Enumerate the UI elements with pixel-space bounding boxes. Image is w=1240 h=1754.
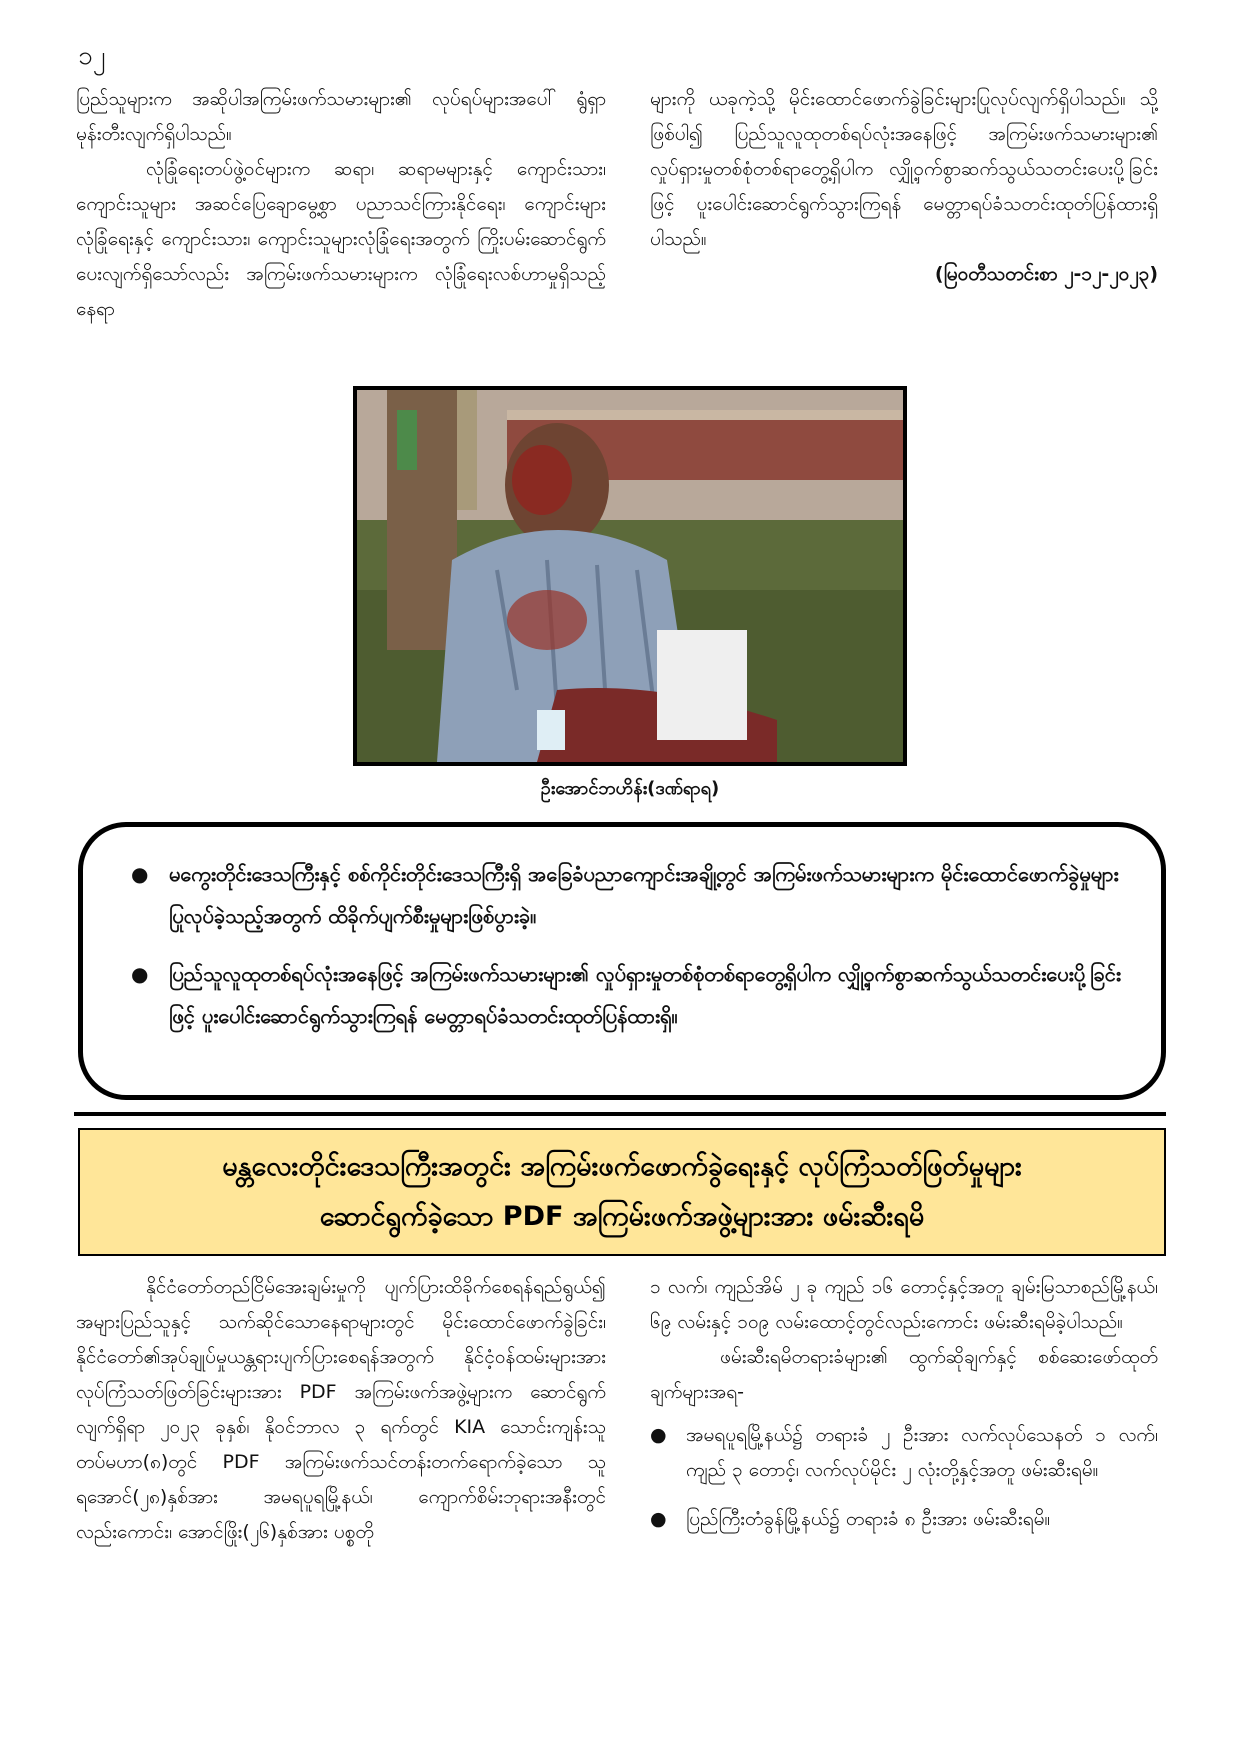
summary-item <box>131 953 1127 1037</box>
paragraph: ပြည်သူများက အဆိုပါအကြမ်းဖက်သမားများ၏ လုပ်ရပ်များအပေါ် ရွံရှာမုန်းတီးလျက်ရှိပါသည်။ <box>76 88 606 145</box>
summary-text: မကွေးတိုင်းဒေသကြီးနှင့် စစ်ကိုင်းတိုင်းဒေသကြီးရှိ အခြေခံပညာကျောင်းအချို့တွင် အကြမ်းဖက်သမားများက မိုင်းထောင်ဖောက်ခွဲမှုများ ပြုလုပ်ခဲ့သည့်အတွက် ထိခိုက်ပျက်စီးမှုများဖြစ်ပွားခဲ့။ <box>169 862 1119 928</box>
article-column-top-right <box>650 82 1158 292</box>
paragraph: ဖမ်းဆီးရမိတရားခံများ၏ ထွက်ဆိုချက်နှင့် စစ်ဆေးဖော်ထုတ်ချက်များအရ- <box>650 1346 1158 1403</box>
findings-list <box>650 1418 1158 1537</box>
list-item <box>650 1502 1158 1537</box>
summary-text: ပြည်သူလူထုတစ်ရပ်လုံးအနေဖြင့် အကြမ်းဖက်သမားများ၏ လှုပ်ရှားမှုတစ်စုံတစ်ရာတွေ့ရှိပါက လျှို့ဝှက်စွာဆက်သွယ်သတင်းပေးပို့ခြင်းဖြင့် ပူးပေါင်းဆောင်ရွက်သွားကြရန် မေတ္တာရပ်ခံသတင်းထုတ်ပြန်ထားရှိ။ <box>169 962 1121 1028</box>
paragraph: များကို ယခုကဲ့သို့ မိုင်းထောင်ဖောက်ခွဲခြင်းများပြုလုပ်လျက်ရှိပါသည်။ သို့ဖြစ်ပါ၍ ပြည်သူလူထုတစ်ရပ်လုံးအနေဖြင့် အကြမ်းဖက်သမားများ၏ လှုပ်ရှားမှုတစ်စုံတစ်ရာတွေ့ရှိပါက လျှို့ဝှက်စွာဆက်သွယ်သတင်းပေးပို့ခြင်းဖြင့် ပူးပေါင်းဆောင်ရွက်သွားကြရန် မေတ္တာရပ်ခံသတင်းထုတ်ပြန်ထားရှိပါသည်။ <box>650 88 1158 250</box>
headline-banner <box>78 1128 1166 1256</box>
article-column-bottom-left <box>76 1270 606 1550</box>
paragraph: ၁ လက်၊ ကျည်အိမ် ၂ ခု ကျည် ၁၆ တောင့်နှင့်အတူ ချမ်းမြသာစည်မြို့နယ်၊ ၆၉ လမ်းနှင့် ၁၀၉ လမ်းထောင့်တွင်လည်းကောင်း ဖမ်းဆီးရမိခဲ့ပါသည်။ <box>650 1276 1158 1333</box>
summary-item <box>131 853 1127 937</box>
bullet-icon: ● <box>650 1424 667 1446</box>
paragraph: လုံခြုံရေးတပ်ဖွဲ့ဝင်များက ဆရာ၊ ဆရာမများနှင့် ကျောင်းသား၊ ကျောင်းသူများ အဆင်ပြေချောမွေ့စွာ ပညာသင်ကြားနိုင်ရေး၊ ကျောင်းများလုံခြုံရေးနှင့် ကျောင်းသား၊ ကျောင်းသူများလုံခြုံရေးအတွက် ကြိုးပမ်းဆောင်ရွက်ပေးလျက်ရှိသော်လည်း အကြမ်းဖက်သမားများက လုံခြုံရေးလစ်ဟာမှုရှိသည့်နေရာ <box>76 158 606 320</box>
summary-box <box>78 822 1166 1100</box>
list-item-text: ပြည်ကြီးတံခွန်မြို့နယ်၌ တရားခံ ၈ ဦးအား ဖမ်းဆီးရမိ။ <box>686 1508 1051 1530</box>
bullet-icon: ● <box>131 862 149 886</box>
list-item-text: အမရပူရမြို့နယ်၌ တရားခံ ၂ ဦးအား လက်လုပ်သေနတ် ၁ လက်၊ ကျည် ၃ တောင့်၊ လက်လုပ်မိုင်း ၂ လုံးတို့နှင့်အတူ ဖမ်းဆီးရမိ။ <box>686 1424 1158 1481</box>
photo-caption: ဦးအောင်ဘဟိန်း(ဒဏ်ရာရ) <box>540 778 720 799</box>
page-number: ၁၂ <box>78 41 106 71</box>
news-photo <box>353 386 907 766</box>
paragraph: နိုင်ငံတော်တည်ငြိမ်အေးချမ်းမှုကို ပျက်ပြားထိခိုက်စေရန်ရည်ရွယ်၍ အများပြည်သူနှင့် သက်ဆိုင်သောနေရာများတွင် မိုင်းထောင်ဖောက်ခွဲခြင်း၊ နိုင်ငံတော်၏အုပ်ချုပ်မှုယန္တရားပျက်ပြားစေရန်အတွက် နိုင်ငံ့ဝန်ထမ်းများအား လုပ်ကြံသတ်ဖြတ်ခြင်းများအား PDF အကြမ်းဖက်အဖွဲ့များက ဆောင်ရွက်လျက်ရှိရာ ၂၀၂၃ ခုနှစ်၊ နိုဝင်ဘာလ ၃ ရက်တွင် KIA သောင်းကျန်းသူတပ်မဟာ(၈)တွင် PDF အကြမ်းဖက်သင်တန်းတက်ရောက်ခဲ့သော သူရအောင်(၂၈)နှစ်အား အမရပူရမြို့နယ်၊ ကျောက်စိမ်းဘုရားအနီးတွင် လည်းကောင်း၊ အောင်ဖြိုး(၂၆)နှစ်အား ပစ္စတို <box>76 1276 606 1543</box>
bullet-icon: ● <box>131 962 149 986</box>
news-source: (မြဝတီသတင်းစာ ၂-၁၂-၂၀၂၃) <box>934 263 1158 285</box>
headline-line: ဆောင်ရွက်ခဲ့သော PDF အကြမ်းဖက်အဖွဲ့များအား ဖမ်းဆီးရမိ <box>319 1201 925 1232</box>
article-column-top-left <box>76 82 606 327</box>
headline-line: မန္တလေးတိုင်းဒေသကြီးအတွင်း အကြမ်းဖက်ဖောက်ခွဲရေးနှင့် လုပ်ကြံသတ်ဖြတ်မှုများ <box>222 1151 1022 1182</box>
list-item <box>650 1418 1158 1488</box>
summary-list <box>131 853 1127 1037</box>
section-divider <box>74 1112 1166 1116</box>
bullet-icon: ● <box>650 1508 667 1530</box>
article-column-bottom-right <box>650 1270 1158 1551</box>
